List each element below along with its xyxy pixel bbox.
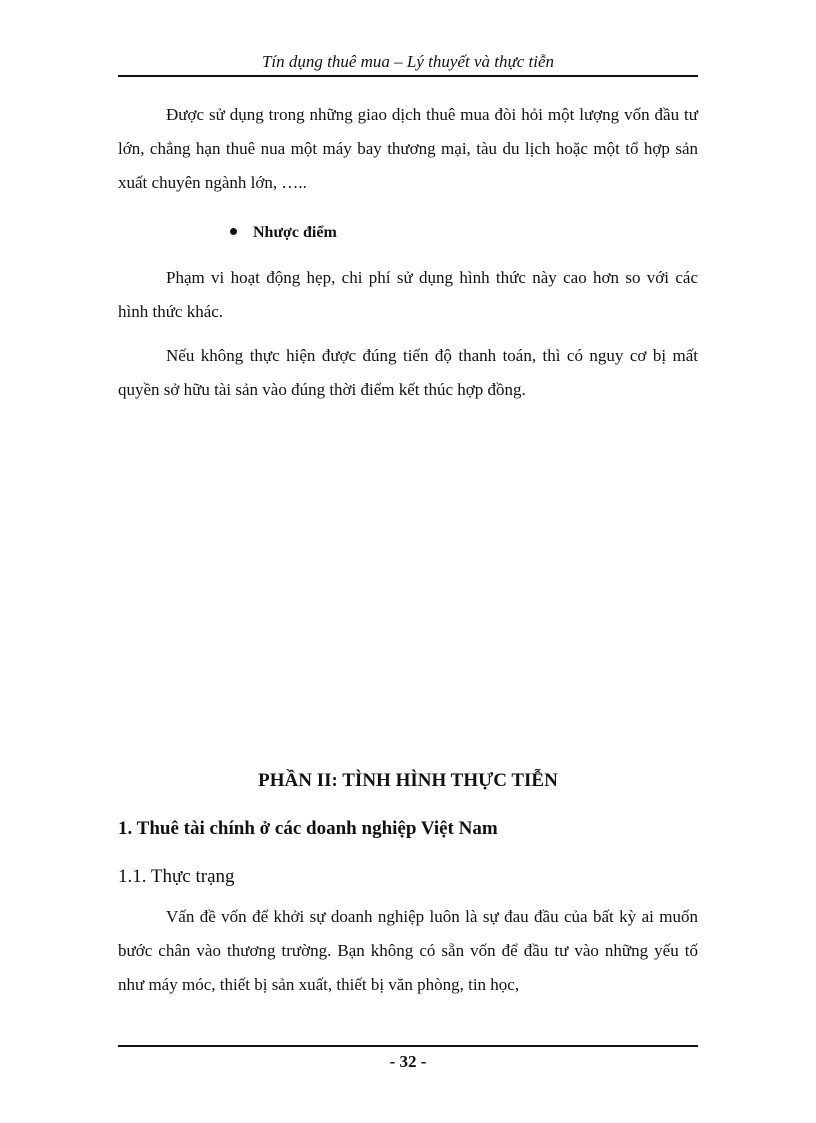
paragraph-text: Nếu không thực hiện được đúng tiến độ thanh toán, thì có nguy cơ bị mất quyền sở hữu tài sản vào đúng thời điểm kết thúc hợp đồng. xyxy=(118,346,698,399)
part-title: PHẦN II: TÌNH HÌNH THỰC TIỄN xyxy=(258,770,558,791)
subsection-title: 1.1. Thực trạng xyxy=(118,866,235,887)
paragraph-text: Vấn đề vốn để khởi sự doanh nghiệp luôn là sự đau đầu của bất kỳ ai muốn bước chân vào thương trường. Bạn không có sẵn vốn để đầu tư vào những yếu tố như máy móc, thiết bị sản xuất, thiết bị văn phòng, tin học, xyxy=(118,907,698,994)
running-header: Tín dụng thuê mua – Lý thuyết và thực tiễn xyxy=(261,52,555,71)
footer-divider xyxy=(118,1045,698,1047)
header-divider xyxy=(118,75,698,77)
paragraph-disadvantage-ownership xyxy=(118,339,698,407)
paragraph-text: Được sử dụng trong những giao dịch thuê mua đòi hỏi một lượng vốn đầu tư lớn, chẳng hạn thuê nua một máy bay thương mại, tàu du lịch hoặc một tổ hợp sản xuất chuyên ngành lớn, ….. xyxy=(118,105,698,192)
bullet-dot-icon xyxy=(230,228,237,235)
paragraph-advantage-usage xyxy=(118,98,698,200)
page-number: - 32 - xyxy=(389,1052,427,1071)
bullet-disadvantages xyxy=(230,224,337,242)
section-title: 1. Thuê tài chính ở các doanh nghiệp Việt Nam xyxy=(118,818,498,839)
bullet-heading: Nhược điểm xyxy=(253,224,337,241)
paragraph-disadvantage-scope xyxy=(118,261,698,329)
paragraph-text: Phạm vi hoạt động hẹp, chi phí sử dụng hình thức này cao hơn so với các hình thức khác. xyxy=(118,268,698,321)
paragraph-current-situation xyxy=(118,900,698,1002)
